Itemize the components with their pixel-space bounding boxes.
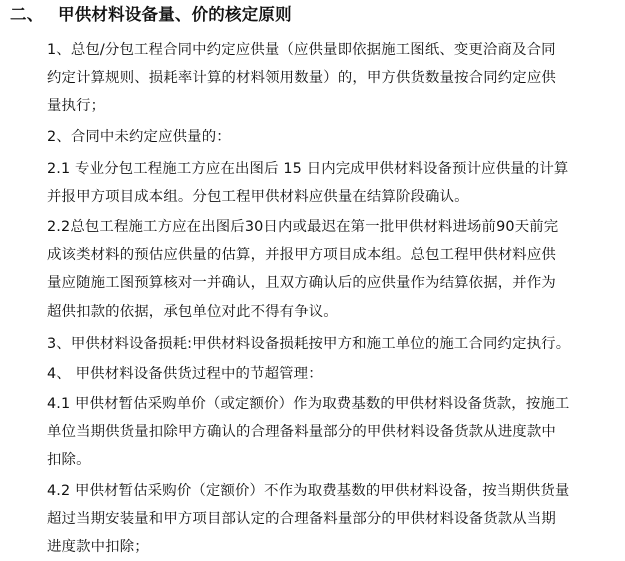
paragraph-line: 并报甲方项目成本组。分包工程甲供材料应供量在结算阶段确认。: [47, 189, 469, 205]
paragraph-line: 1、总包/分包工程合同中约定应供量（应供量即依据施工图纸、变更洽商及合同: [47, 42, 556, 58]
paragraph-line: 约定计算规则、损耗率计算的材料领用数量）的，甲方供货数量按合同约定应供: [47, 70, 556, 86]
paragraph-line: 4、 甲供材料设备供货过程中的节超管理：: [47, 366, 323, 382]
section-title: 甲供材料设备量、价的核定原则: [58, 5, 292, 24]
paragraph-line: 2.2总包工程施工方应在出图后30日内或最迟在第一批甲供材料进场前90天前完: [47, 219, 559, 235]
section-number: 二、: [10, 5, 44, 24]
paragraph-line: 量执行；: [47, 98, 106, 114]
paragraph-line: 4.2 甲供材暂估采购价（定额价）不作为取费基数的甲供材料设备，按当期供货量: [47, 483, 570, 499]
paragraph-line: 进度款中扣除；: [47, 539, 149, 555]
paragraph-line: 量应随施工图预算核对一并确认，且双方确认后的应供量作为结算依据，并作为: [47, 275, 556, 291]
paragraph-line: 单位当期供货量扣除甲方确认的合理备料量部分的甲供材料设备货款从进度款中: [47, 424, 556, 440]
section-heading: [10, 4, 292, 26]
paragraph-line: 超供扣款的依据，承包单位对此不得有争议。: [47, 304, 338, 320]
paragraph-line: 4.1 甲供材暂估采购单价（或定额价）作为取费基数的甲供材料设备货款，按施工: [47, 396, 570, 412]
paragraph-line: 扣除。: [47, 452, 91, 468]
paragraph-line: 2、合同中未约定应供量的：: [47, 129, 231, 145]
paragraph-line: 3、甲供材料设备损耗:甲供材料设备损耗按甲方和施工单位的施工合同约定执行。: [47, 336, 571, 352]
paragraph-line: 成该类材料的预估应供量的估算，并报甲方项目成本组。总包工程甲供材料应供: [47, 247, 556, 263]
paragraph-line: 2.1 专业分包工程施工方应在出图后 15 日内完成甲供材料设备预计应供量的计算: [47, 161, 569, 177]
paragraph-line: 超过当期安装量和甲方项目部认定的合理备料量部分的甲供材料设备货款从当期: [47, 511, 556, 527]
